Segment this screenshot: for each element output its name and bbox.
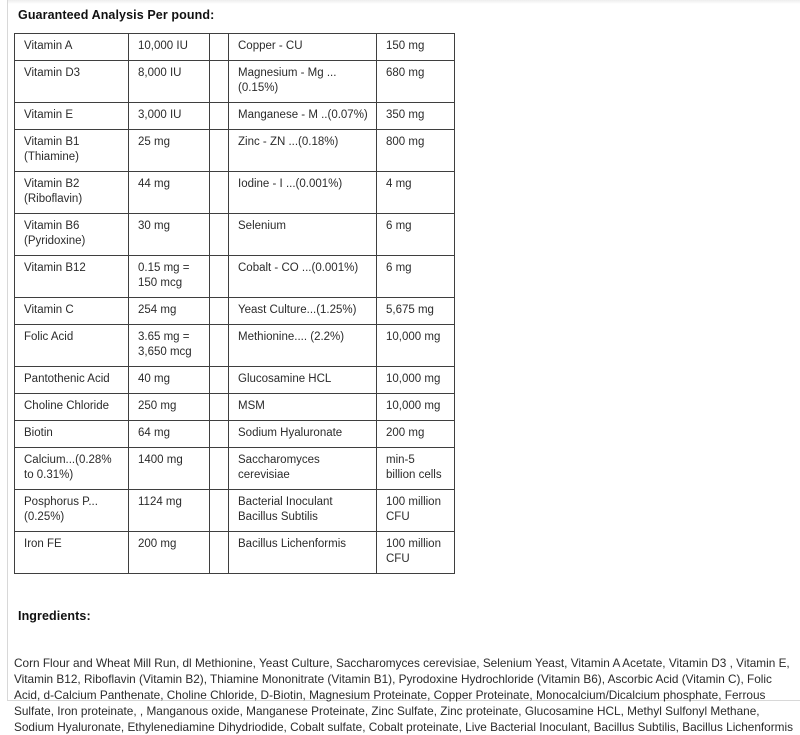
spacer-cell bbox=[210, 103, 229, 130]
spacer-cell bbox=[210, 532, 229, 574]
nutrient-amount-cell: 40 mg bbox=[129, 367, 210, 394]
spacer-cell bbox=[210, 214, 229, 256]
nutrient-amount-cell: 150 mg bbox=[377, 34, 455, 61]
table-row bbox=[15, 490, 455, 532]
ingredients-heading: Ingredients: bbox=[18, 609, 91, 623]
nutrient-name-cell: Vitamin E bbox=[15, 103, 129, 130]
spacer-cell bbox=[210, 61, 229, 103]
nutrient-name-cell: Pantothenic Acid bbox=[15, 367, 129, 394]
nutrient-amount-cell: 10,000 IU bbox=[129, 34, 210, 61]
nutrient-amount-cell: 6 mg bbox=[377, 214, 455, 256]
nutrient-amount-cell: 64 mg bbox=[129, 421, 210, 448]
nutrient-amount-cell: 250 mg bbox=[129, 394, 210, 421]
nutrient-name-cell: Zinc - ZN ...(0.18%) bbox=[229, 130, 377, 172]
spacer-cell bbox=[210, 130, 229, 172]
ingredients-text: Corn Flour and Wheat Mill Run, dl Methionine, Yeast Culture, Saccharomyces cerevisiae, Selenium Yeast, Vitamin A Acetate, Vitamin D3 , Vitamin E, Vitamin B12, Riboflavin (Vitamin B2), Thiamine Mononitrate (Vitamin B1), Pyrodoxine Hydrochloride (Vitamin B6), Ascorbic Acid (Vitamin C), Folic Acid, d-Calcium Panthenate, Choline Chloride, D-Biotin, Magnesium Proteinate, Copper Proteinate, Monocalcium/Dicalcium phosphate, Ferrous Sulfate, Iron proteinate, , Manganous oxide, Manganese Proteinate, Zinc Sulfate, Zinc proteinate, Glucosamine HCL, Methyl Sulfonyl Methane, Sodium Hyaluronate, Ethylenediamine Dihydriodide, Cobalt sulfate, Cobalt proteinate, Live Bacterial Inoculant, Bacillus Subtilis, Bacillus Lichenformis bbox=[14, 656, 794, 734]
nutrient-amount-cell: 30 mg bbox=[129, 214, 210, 256]
nutrient-name-cell: Calcium...(0.28% to 0.31%) bbox=[15, 448, 129, 490]
nutrient-amount-cell: 10,000 mg bbox=[377, 367, 455, 394]
nutrient-amount-cell: 25 mg bbox=[129, 130, 210, 172]
table-row bbox=[15, 448, 455, 490]
nutrient-amount-cell: 1400 mg bbox=[129, 448, 210, 490]
table-row bbox=[15, 130, 455, 172]
nutrient-amount-cell: 3.65 mg = 3,650 mcg bbox=[129, 325, 210, 367]
nutrient-amount-cell: 254 mg bbox=[129, 298, 210, 325]
nutrient-name-cell: Magnesium - Mg ...(0.15%) bbox=[229, 61, 377, 103]
table-row bbox=[15, 298, 455, 325]
nutrient-name-cell: Bacterial Inoculant Bacillus Subtilis bbox=[229, 490, 377, 532]
nutrient-name-cell: Biotin bbox=[15, 421, 129, 448]
table-row bbox=[15, 256, 455, 298]
nutrient-name-cell: Manganese - M ..(0.07%) bbox=[229, 103, 377, 130]
table-row bbox=[15, 61, 455, 103]
nutrient-name-cell: Iron FE bbox=[15, 532, 129, 574]
nutrient-amount-cell: 4 mg bbox=[377, 172, 455, 214]
spacer-cell bbox=[210, 256, 229, 298]
nutrient-amount-cell: 800 mg bbox=[377, 130, 455, 172]
nutrient-name-cell: Copper - CU bbox=[229, 34, 377, 61]
spacer-cell bbox=[210, 298, 229, 325]
nutrient-name-cell: Vitamin D3 bbox=[15, 61, 129, 103]
guaranteed-analysis-heading: Guaranteed Analysis Per pound: bbox=[18, 8, 215, 22]
nutrient-name-cell: Saccharomyces cerevisiae bbox=[229, 448, 377, 490]
spacer-cell bbox=[210, 394, 229, 421]
spacer-cell bbox=[210, 34, 229, 61]
nutrient-name-cell: Folic Acid bbox=[15, 325, 129, 367]
nutrient-name-cell: Glucosamine HCL bbox=[229, 367, 377, 394]
nutrient-amount-cell: 1124 mg bbox=[129, 490, 210, 532]
nutrient-name-cell: Bacillus Lichenformis bbox=[229, 532, 377, 574]
nutrient-amount-cell: 6 mg bbox=[377, 256, 455, 298]
nutrient-name-cell: Vitamin B2 (Riboflavin) bbox=[15, 172, 129, 214]
nutrient-amount-cell: 350 mg bbox=[377, 103, 455, 130]
nutrient-amount-cell: 5,675 mg bbox=[377, 298, 455, 325]
spacer-cell bbox=[210, 325, 229, 367]
nutrient-name-cell: MSM bbox=[229, 394, 377, 421]
nutrient-name-cell: Choline Chloride bbox=[15, 394, 129, 421]
nutrient-amount-cell: 10,000 mg bbox=[377, 394, 455, 421]
table-row bbox=[15, 214, 455, 256]
table-row bbox=[15, 367, 455, 394]
nutrient-name-cell: Sodium Hyaluronate bbox=[229, 421, 377, 448]
table-row bbox=[15, 421, 455, 448]
table-row bbox=[15, 394, 455, 421]
nutrient-amount-cell: 44 mg bbox=[129, 172, 210, 214]
nutrient-amount-cell: 8,000 IU bbox=[129, 61, 210, 103]
table-row bbox=[15, 325, 455, 367]
page-container bbox=[7, 0, 800, 734]
spacer-cell bbox=[210, 448, 229, 490]
spacer-cell bbox=[210, 421, 229, 448]
table-row bbox=[15, 532, 455, 574]
nutrient-amount-cell: 680 mg bbox=[377, 61, 455, 103]
nutrient-name-cell: Yeast Culture...(1.25%) bbox=[229, 298, 377, 325]
nutrient-amount-cell: 3,000 IU bbox=[129, 103, 210, 130]
spacer-cell bbox=[210, 367, 229, 394]
table-row bbox=[15, 103, 455, 130]
nutrient-amount-cell: 10,000 mg bbox=[377, 325, 455, 367]
nutrient-name-cell: Vitamin B1 (Thiamine) bbox=[15, 130, 129, 172]
nutrient-name-cell: Posphorus P... (0.25%) bbox=[15, 490, 129, 532]
table-row bbox=[15, 172, 455, 214]
nutrient-amount-cell: 100 million CFU bbox=[377, 490, 455, 532]
guaranteed-analysis-table bbox=[14, 33, 455, 574]
spacer-cell bbox=[210, 490, 229, 532]
nutrient-name-cell: Vitamin C bbox=[15, 298, 129, 325]
nutrient-name-cell: Vitamin B12 bbox=[15, 256, 129, 298]
guaranteed-analysis-table-body bbox=[15, 34, 455, 574]
nutrient-amount-cell: 200 mg bbox=[377, 421, 455, 448]
nutrient-name-cell: Iodine - I ...(0.001%) bbox=[229, 172, 377, 214]
nutrient-name-cell: Selenium bbox=[229, 214, 377, 256]
nutrient-amount-cell: 100 million CFU bbox=[377, 532, 455, 574]
nutrient-name-cell: Methionine.... (2.2%) bbox=[229, 325, 377, 367]
spacer-cell bbox=[210, 172, 229, 214]
nutrient-amount-cell: min-5 billion cells bbox=[377, 448, 455, 490]
nutrient-name-cell: Vitamin B6 (Pyridoxine) bbox=[15, 214, 129, 256]
nutrient-amount-cell: 200 mg bbox=[129, 532, 210, 574]
nutrient-name-cell: Vitamin A bbox=[15, 34, 129, 61]
nutrient-amount-cell: 0.15 mg = 150 mcg bbox=[129, 256, 210, 298]
table-row bbox=[15, 34, 455, 61]
nutrient-name-cell: Cobalt - CO ...(0.001%) bbox=[229, 256, 377, 298]
